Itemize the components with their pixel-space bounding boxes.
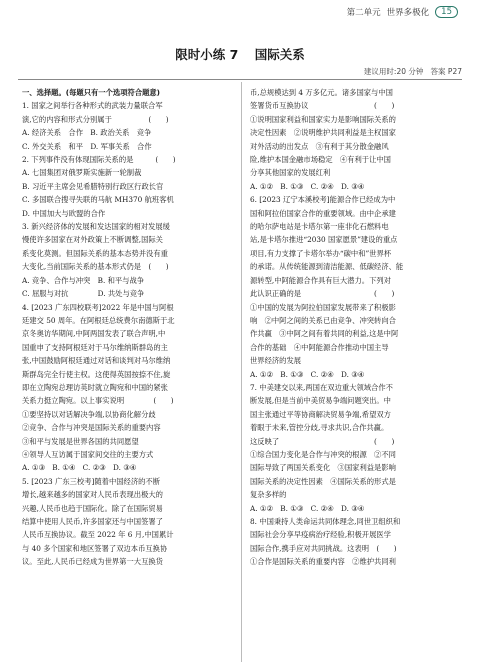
- text-line: 着眼于未来,管控分歧,寻求共识,合作共赢。: [250, 423, 389, 433]
- text-line: 国和阿拉伯国家合作的重要领域。由中企承建: [250, 208, 396, 218]
- text-line: A. 经济关系 合作 B. 政治关系 竞争: [22, 128, 152, 138]
- unit-label: 第二单元: [346, 8, 381, 18]
- text-line: 张,中国鼓励阿根廷通过对话和谈判对马尔维纳: [22, 356, 171, 366]
- text-line: 签署货币互换协议 ( ): [250, 101, 395, 111]
- topic-label: 世界多极化: [386, 8, 430, 18]
- text-line: ③和平与发展是世界各国的共同愿望: [22, 436, 139, 446]
- right-lines: [250, 86, 460, 569]
- text-line: 关系力挺立陶宛。以上事实说明 ( ): [22, 396, 174, 406]
- text-line: 分享其他国家的发展红利: [250, 168, 331, 178]
- text-line: 项目,有力支撑了卡塔尔举办“碳中和”世界杯: [250, 248, 392, 258]
- text-line: ①中国的发展为阿拉伯国家发展带来了积极影: [250, 302, 396, 312]
- text-line: A. ①② B. ①③ C. ②④ D. ③④: [250, 181, 365, 191]
- text-line: A. ①② B. ①③ C. ②④ D. ③④: [250, 369, 365, 379]
- text-line: 世界经济的发展: [250, 356, 302, 366]
- text-line: 险,维护本国金融市场稳定 ④有利于让中国: [250, 155, 391, 165]
- text-line: 源转型,中阿能源合作具有巨大潜力。下列对: [250, 275, 391, 285]
- text-line: C. 外交关系 和平 D. 军事关系 合作: [22, 141, 152, 151]
- text-line: 国际导致了两国关系变化 ③国家利益是影响: [250, 463, 396, 473]
- text-line: ①要坚持以对话解决争端,以协商化解分歧: [22, 409, 156, 419]
- text-line: A. 七国集团对俄罗斯实施新一轮制裁: [22, 168, 142, 178]
- time-suggestion: 建议用时:20 分钟: [363, 67, 424, 76]
- text-line: 币,总规模达到 4 万多亿元。诸多国家与中国: [250, 88, 393, 97]
- answer-ref: 答案 P27: [430, 67, 462, 76]
- text-line: 作共赢 ③中阿之间有着共同的利益,这是中阿: [250, 329, 399, 339]
- question-start-line: 4. [2023 广东四校联考]2022 年是中国与阿根: [22, 302, 174, 312]
- page-number: 15: [435, 6, 458, 18]
- text-line: 站,是卡塔尔推进“2030 国家愿景”建设的重点: [250, 235, 398, 245]
- column-divider: [241, 82, 242, 662]
- text-line: 断发展,但是当前中美贸易争端问题突出。中: [250, 396, 391, 406]
- page-header: [347, 6, 458, 18]
- text-line: 结算中使用人民币,许多国家还与中国签署了: [22, 517, 163, 526]
- text-line: ②竞争、合作与冲突是国际关系的重要内容: [22, 423, 161, 433]
- text-line: 国际合作,携手应对共同挑战。这表明 ( ): [250, 543, 397, 553]
- text-line: 廷建交 50 周年。在阿根廷总统费尔南德斯于北: [22, 315, 175, 325]
- text-line: B. 习近平主席会见希腊特别行政区行政长官: [22, 181, 164, 191]
- text-line: 兴趣,人民币也趋于国际化。除了在国际贸易: [22, 503, 163, 513]
- left-lines: [22, 99, 234, 568]
- text-line: 响 ②中阿之间的关系已由竞争、冲突转向合: [250, 315, 396, 325]
- question-start-line: 8. 中国秉持人类命运共同体理念,同世卫组织和: [250, 517, 401, 526]
- text-line: 系变化莫测。但国际关系的基本态势并没有重: [22, 248, 168, 258]
- text-line: 的哈尔萨电站是卡塔尔第一座非化石燃料电: [250, 222, 389, 232]
- text-line: C. 多国联合搜寻失联的马航 MH370 航班客机: [22, 195, 174, 205]
- text-line: A. ①③ B. ①④ C. ②③ D. ③④: [22, 463, 137, 473]
- text-line: 复杂多样的: [250, 490, 287, 500]
- text-line: A. ①② B. ①③ C. ②④ D. ③④: [250, 503, 365, 513]
- text-line: 人民币互换协议。截至 2022 年 6 月,中国累计: [22, 530, 174, 540]
- text-line: 国际社会分享早疫病治疗经验,积极开展医学: [250, 530, 391, 540]
- right-column: [250, 86, 460, 569]
- text-line: 国际关系的决定性因素 ④国际关系的形式是: [250, 476, 396, 486]
- text-line: ①说明国家利益和国家实力是影响国际关系的: [250, 114, 396, 124]
- text-line: 的承诺。从传统能源到清洁能源、低碳经济、能: [250, 262, 404, 272]
- page-title: [0, 45, 480, 63]
- title-label: 限时小练 7: [175, 47, 239, 62]
- text-line: 增长,越来越多的国家对人民币表现出极大的: [22, 490, 163, 500]
- question-start-line: 6. [2023 辽宁本溪校考]能源合作已经成为中: [250, 195, 396, 205]
- text-line: 与 40 多个国家和地区签署了双边本币互换协: [22, 543, 168, 553]
- text-line: 斯群岛完全行使主权。这使得英国按捺不住,旋: [22, 369, 171, 379]
- question-start-line: 1. 国家之间举行各种形式的武装力量联合军: [22, 101, 163, 111]
- meta-info: [364, 66, 462, 77]
- text-line: A. 竞争、合作与冲突 B. 和平与战争: [22, 275, 145, 285]
- text-line: 慢使许多国家在对外政策上不断调整,国际关: [22, 235, 163, 245]
- text-line: 京冬奥访华期间,中阿两国发表了联合声明,中: [22, 329, 166, 339]
- question-start-line: 2. 下列事件没有体现国际关系的是 ( ): [22, 155, 176, 165]
- text-line: ④领导人互访属于国家间交往的主要方式: [22, 449, 154, 459]
- text-line: 对外活动的出发点 ③有利于其分散金融风: [250, 141, 389, 151]
- left-column: [22, 86, 234, 569]
- text-line: 大变化,当前国际关系的基本形式仍是 ( ): [22, 262, 169, 272]
- section-heading: 一、选择题。(每题只有一个选项符合题意): [22, 88, 161, 97]
- title-subject: 国际关系: [254, 47, 305, 62]
- text-line: 国主张通过平等协商解决贸易争端,希望双方: [250, 409, 391, 419]
- question-start-line: 5. [2023 广东三校考]随着中国经济的不断: [22, 476, 161, 486]
- text-line: ①合作是国际关系的重要内容 ②维护共同利: [250, 557, 396, 567]
- text-line: 议。至此,人民币已经成为世界第一大互换货: [22, 557, 163, 567]
- question-start-line: 3. 新兴经济体的发展和发达国家的相对发展缓: [22, 222, 170, 232]
- text-line: 合作的基础 ④中阿能源合作推动中国主导: [250, 342, 389, 352]
- question-start-line: 7. 中美建交以来,两国在双边重大领域合作不: [250, 382, 393, 392]
- text-line: 演,它的内容和形式分别属于 ( ): [22, 114, 169, 124]
- text-line: 这反映了 ( ): [250, 436, 395, 446]
- text-line: C. 屈服与对抗 D. 共处与竞争: [22, 289, 145, 299]
- text-line: 决定性因素 ②说明维护共同利益是主权国家: [250, 128, 396, 138]
- text-line: 此认识正确的是 ( ): [250, 289, 395, 299]
- text-line: ①综合国力变化是合作与冲突的根源 ②不同: [250, 449, 396, 459]
- text-line: D. 中国加大与欧盟的合作: [22, 208, 106, 218]
- text-line: 即在立陶宛总理访英时就立陶宛和中国的紧张: [22, 382, 168, 392]
- text-line: 国重申了支持阿根廷对于马尔维纳斯群岛的主: [22, 342, 168, 352]
- header-rule: [18, 79, 462, 80]
